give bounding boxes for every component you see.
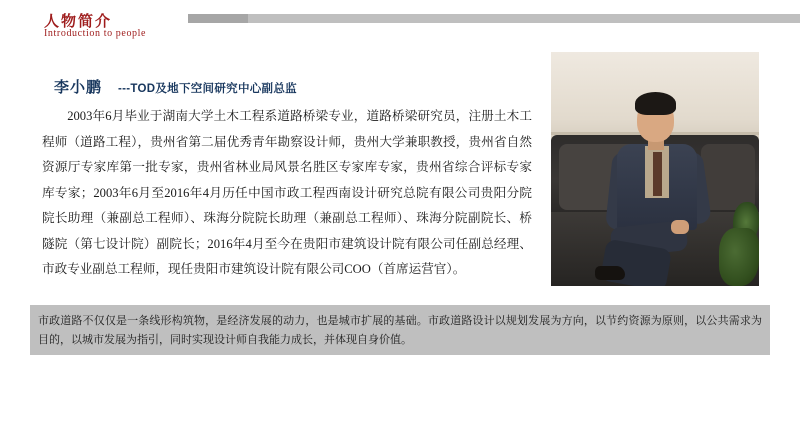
caption-text: 市政道路不仅仅是一条线形构筑物，是经济发展的动力，也是城市扩展的基础。市政道路设计以规划发展为方向，以节约资源为原则，以公共需求为目的，以城市发展为指引，同时实现设计师自我能力成长，并体现自身价值。 [38,315,762,346]
photo-hair [635,92,676,115]
header-rule-accent [188,14,248,23]
page-title: 人物简介 [44,13,113,30]
page-header [0,0,800,44]
photo-shoe [595,266,625,280]
header-rule [188,14,800,23]
photo-hand [671,220,689,234]
person-name: 李小鹏 [54,79,103,96]
person-role: ---TOD及地下空间研究中心副总监 [118,83,297,95]
portrait-photo [551,52,759,286]
photo-plant [719,228,759,286]
person-biography: 2003年6月毕业于湖南大学土木工程系道路桥梁专业，道路桥梁研究员，注册土木工程师（道路工程），贵州省第二届优秀青年勘察设计师，贵州大学兼职教授，贵州省自然资源厅专家库第一批专家，贵州省林业局风景名胜区专家库专家，贵州省综合评标专家库专家；2003年6月至2016年4月历任中国市政工程西南设计研究总院有限公司贵阳分院院长助理（兼副总工程师）、珠海分院院长助理（兼副总工程师）、珠海分院副院长、桥隧院（第七设计院）副院长；2016年4月至今在贵阳市建筑设计院有限公司任副总经理、市政专业副总工程师，现任贵阳市建筑设计院有限公司COO（首席运营官）。 [42,109,532,276]
photo-tie [653,152,662,196]
photo-cushion-right [701,144,755,210]
page-subtitle: Introduction to people [44,28,147,39]
